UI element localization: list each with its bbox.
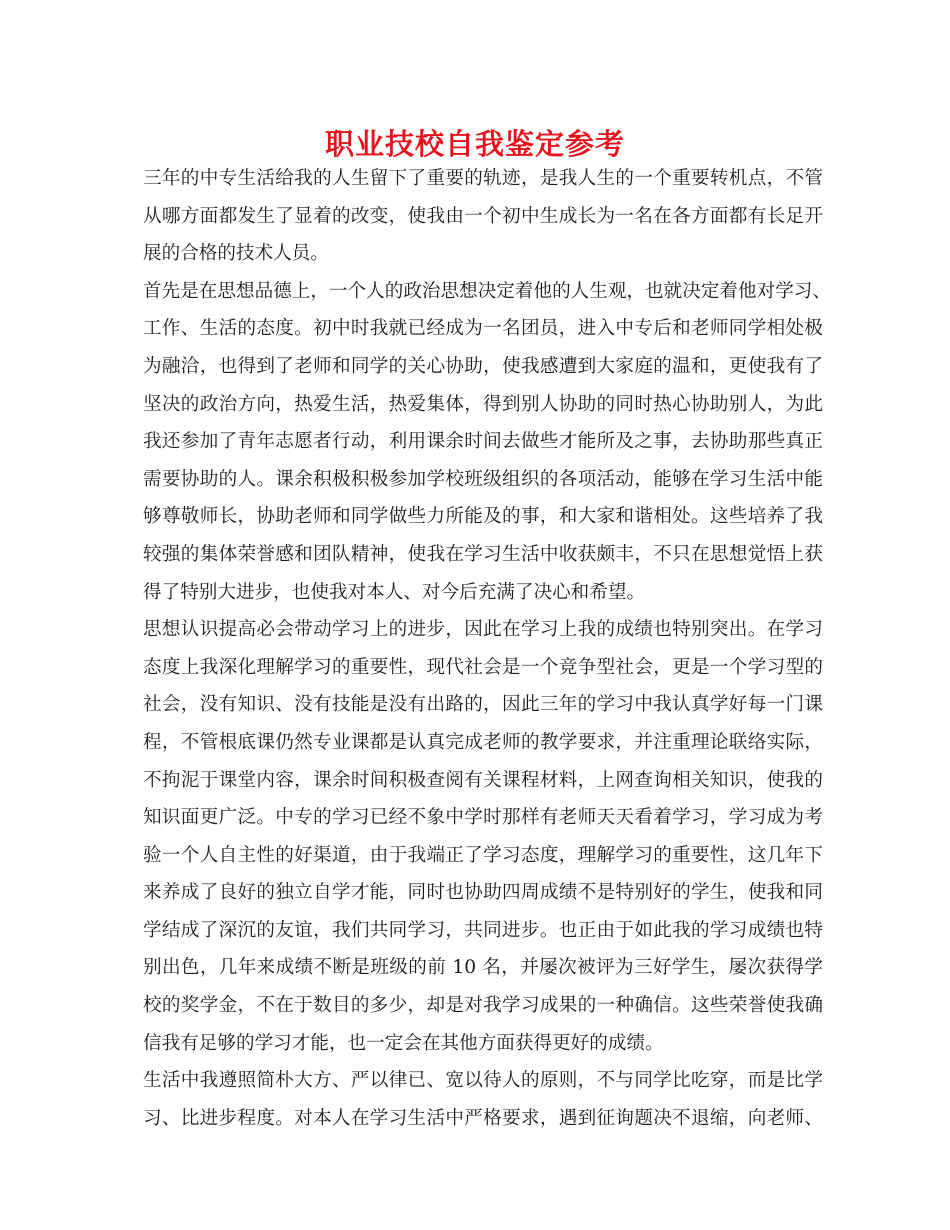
body-line: 习、比进步程度。对本人在学习生活中严格要求，遇到征询题决不退缩，向老师、 xyxy=(143,1107,823,1129)
body-line: 思想认识提高必会带动学习上的进步，因此在学习上我的成绩也特别突出。在学习 xyxy=(143,619,823,641)
body-line: 学结成了深沉的友谊，我们共同学习，共同进步。也正由于如此我的学习成绩也特 xyxy=(143,919,823,941)
body-line: 较强的集体荣誉感和团队精神，使我在学习生活中收获颇丰，不只在思想觉悟上获 xyxy=(143,543,823,565)
body-line: 够尊敬师长，协助老师和同学做些力所能及的事，和大家和谐相处。这些培养了我 xyxy=(143,506,823,528)
body-line: 信我有足够的学习才能，也一定会在其他方面获得更好的成绩。 xyxy=(143,1032,664,1054)
body-line: 不拘泥于课堂内容，课余时间积极查阅有关课程材料，上网查询相关知识，使我的 xyxy=(143,769,823,791)
body-line: 工作、生活的态度。初中时我就已经成为一名团员，进入中专后和老师同学相处极 xyxy=(143,318,823,340)
body-line: 程，不管根底课仍然专业课都是认真完成老师的教学要求，并注重理论联络实际， xyxy=(143,731,823,753)
body-line: 我还参加了青年志愿者行动，利用课余时间去做些才能所及之事，去协助那些真正 xyxy=(143,431,823,453)
body-line: 验一个人自主性的好渠道，由于我端正了学习态度，理解学习的重要性，这几年下 xyxy=(143,844,823,866)
body-line: 从哪方面都发生了显着的改变，使我由一个初中生成长为一名在各方面都有长足开 xyxy=(143,205,823,227)
body-line: 别出色，几年来成绩不断是班级的前 10 名，并屡次被评为三好学生，屡次获得学 xyxy=(143,957,823,979)
body-line: 来养成了良好的独立自学才能，同时也协助四周成绩不是特别好的学生，使我和同 xyxy=(143,882,823,904)
body-line: 校的奖学金，不在于数目的多少，却是对我学习成果的一种确信。这些荣誉使我确 xyxy=(143,995,823,1017)
body-line: 生活中我遵照简朴大方、严以律已、宽以待人的原则，不与同学比吃穿，而是比学 xyxy=(143,1070,823,1092)
body-line: 首先是在思想品德上，一个人的政治思想决定着他的人生观，也就决定着他对学习、 xyxy=(143,280,831,302)
document-body xyxy=(143,160,831,1137)
body-line: 为融洽，也得到了老师和同学的关心协助，使我感遭到大家庭的温和，更使我有了 xyxy=(143,355,823,377)
body-line: 态度上我深化理解学习的重要性，现代社会是一个竞争型社会，更是一个学习型的 xyxy=(143,656,823,678)
body-line: 三年的中专生活给我的人生留下了重要的轨迹，是我人生的一个重要转机点，不管 xyxy=(143,168,823,189)
body-line: 知识面更广泛。中专的学习已经不象中学时那样有老师天天看着学习，学习成为考 xyxy=(143,807,823,829)
body-line: 社会，没有知识、没有技能是没有出路的，因此三年的学习中我认真学好每一门课 xyxy=(143,694,823,716)
body-line: 需要协助的人。课余积极积极参加学校班级组织的各项活动，能够在学习生活中能 xyxy=(143,468,823,490)
document-title: 职业技校自我鉴定参考 xyxy=(324,127,625,161)
body-line: 得了特别大进步，也使我对本人、对今后充满了决心和希望。 xyxy=(143,581,646,603)
body-line: 展的合格的技术人员。 xyxy=(143,243,329,265)
body-line: 坚决的政治方向，热爱生活，热爱集体，得到别人协助的同时热心协助别人，为此 xyxy=(143,393,823,415)
